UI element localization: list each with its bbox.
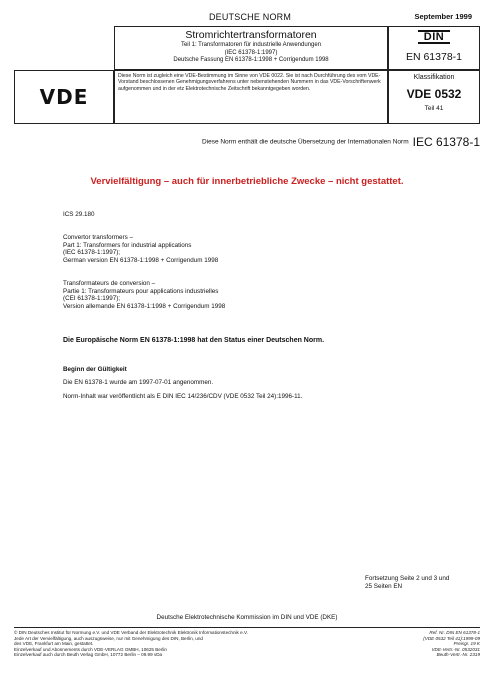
footer-line: Jede Art der Vervielfältigung, auch auszugsweise, nur mit Genehmigung des DIN, Berlin, und [14,635,203,641]
translation-note [120,133,480,151]
din-logo [418,30,450,44]
footer-line: Einzelverkauf und Abonnements durch VDE-VERLAG GMBH, 10625 Berlin [14,646,167,652]
standard-number: EN 61378-1 [405,51,463,63]
reference-line: Ref. Nr. DIN EN 61378-1 [429,630,480,635]
french-title [63,280,393,311]
continuation-line: Fortsetzung Seite 2 und 3 und [365,575,450,582]
subtitle-line: (IEC 61378-1:1997) [224,49,278,56]
ics-code: ICS 29.180 [63,211,95,218]
copy-warning: Vervielfältigung – auch für innerbetriebliche Zwecke – nicht gestattet. [90,176,404,187]
english-title-line: Part 1: Transformers for industrial applications [63,241,192,249]
copyright-footer [14,630,354,658]
footer-line: Einzelverkauf auch durch Beuth Verlag GmbH, 10772 Berlin – 09.99 vDa [14,652,163,658]
english-title-line: (IEC 61378-1:1997); [63,249,121,257]
classification-number: VDE 0532 [406,87,462,101]
vde-notice: Diese Norm ist zugleich eine VDE-Bestimmung im Sinne von VDE 0022. Sie ist nach Durchführung des vom VDE-Vorstand beschlossenen Genehmigungsverfahrens unter nebenstehenden Nummern in das VDE-Vorschriftenwerk aufgenommen und in der etz Elektrotechnische Zeitschrift bekanntgegeben worden. [118,73,381,92]
french-title-line: Transformateurs de conversion – [63,280,156,287]
footer-line: © DIN Deutsches Institut für Normung e.V. und VDE Verband der Elektrotechnik Elektronik Informationstechnik e.V. [14,630,248,635]
english-title-line: German version EN 61378-1:1998 + Corrigendum 1998 [63,257,219,265]
validity-draft-reference: Norm-Inhalt war veröffentlicht als E DIN IEC 14/236/CDV (VDE 0532 Teil 24):1996-11. [63,393,303,400]
classification-label: Klassifikation [413,74,455,81]
english-title-line: Convertor transformers – [63,234,133,241]
translation-note-text: Diese Norm enthält die deutsche Übersetzung der Internationalen Norm [201,138,409,146]
footer-line: des VDE, Frankfurt am Main, gestattet. [14,641,94,647]
french-title-line: Partie 1: Transformateurs pour applications industrielles [63,287,219,295]
vde-logo-text: VDE [39,85,89,109]
reference-footer [380,630,480,658]
document-title: Stromrichtertransformatoren [185,29,317,41]
french-title-line: Version allemande EN 61378-1:1998 + Corrigendum 1998 [63,303,226,311]
document-type: DEUTSCHE NORM [208,12,292,22]
subtitle-line: Deutsche Fassung EN 61378-1:1998 + Corrigendum 1998 [173,57,329,64]
footer-divider [14,627,480,628]
publication-date: September 1999 [414,12,472,21]
international-standard-ref: IEC 61378-1 [412,134,480,149]
document-subtitle [114,42,388,65]
validity-heading: Beginn der Gültigkeit [63,366,127,373]
validity-adoption: Die EN 61378-1 wurde am 1997-07-01 angenommen. [63,379,214,386]
reference-line: VDE-Vertr.-Nr. 0532031 [431,646,480,652]
reference-line: (VDE 0532 Teil 41):1999-09 [423,635,480,641]
french-title-line: (CEI 61378-1:1997); [63,295,121,303]
committee-name: Deutsche Elektrotechnische Kommission im DIN und VDE (DKE) [156,614,338,621]
continuation-note [365,575,475,591]
reference-line: Beuth-Vertr.-Nr. 2319 [436,652,480,658]
din-logo-text: DIN [423,31,445,43]
reference-line: Preisgr. 19 K [453,641,480,647]
continuation-line: 25 Seiten EN [365,582,403,590]
status-statement: Die Europäische Norm EN 61378-1:1998 hat den Status einer Deutschen Norm. [63,337,325,344]
subtitle-line: Teil 1: Transformatoren für industrielle Anwendungen [180,42,322,48]
vde-logo [22,84,106,110]
english-title [63,234,393,265]
classification-part: Teil 41 [424,105,444,112]
